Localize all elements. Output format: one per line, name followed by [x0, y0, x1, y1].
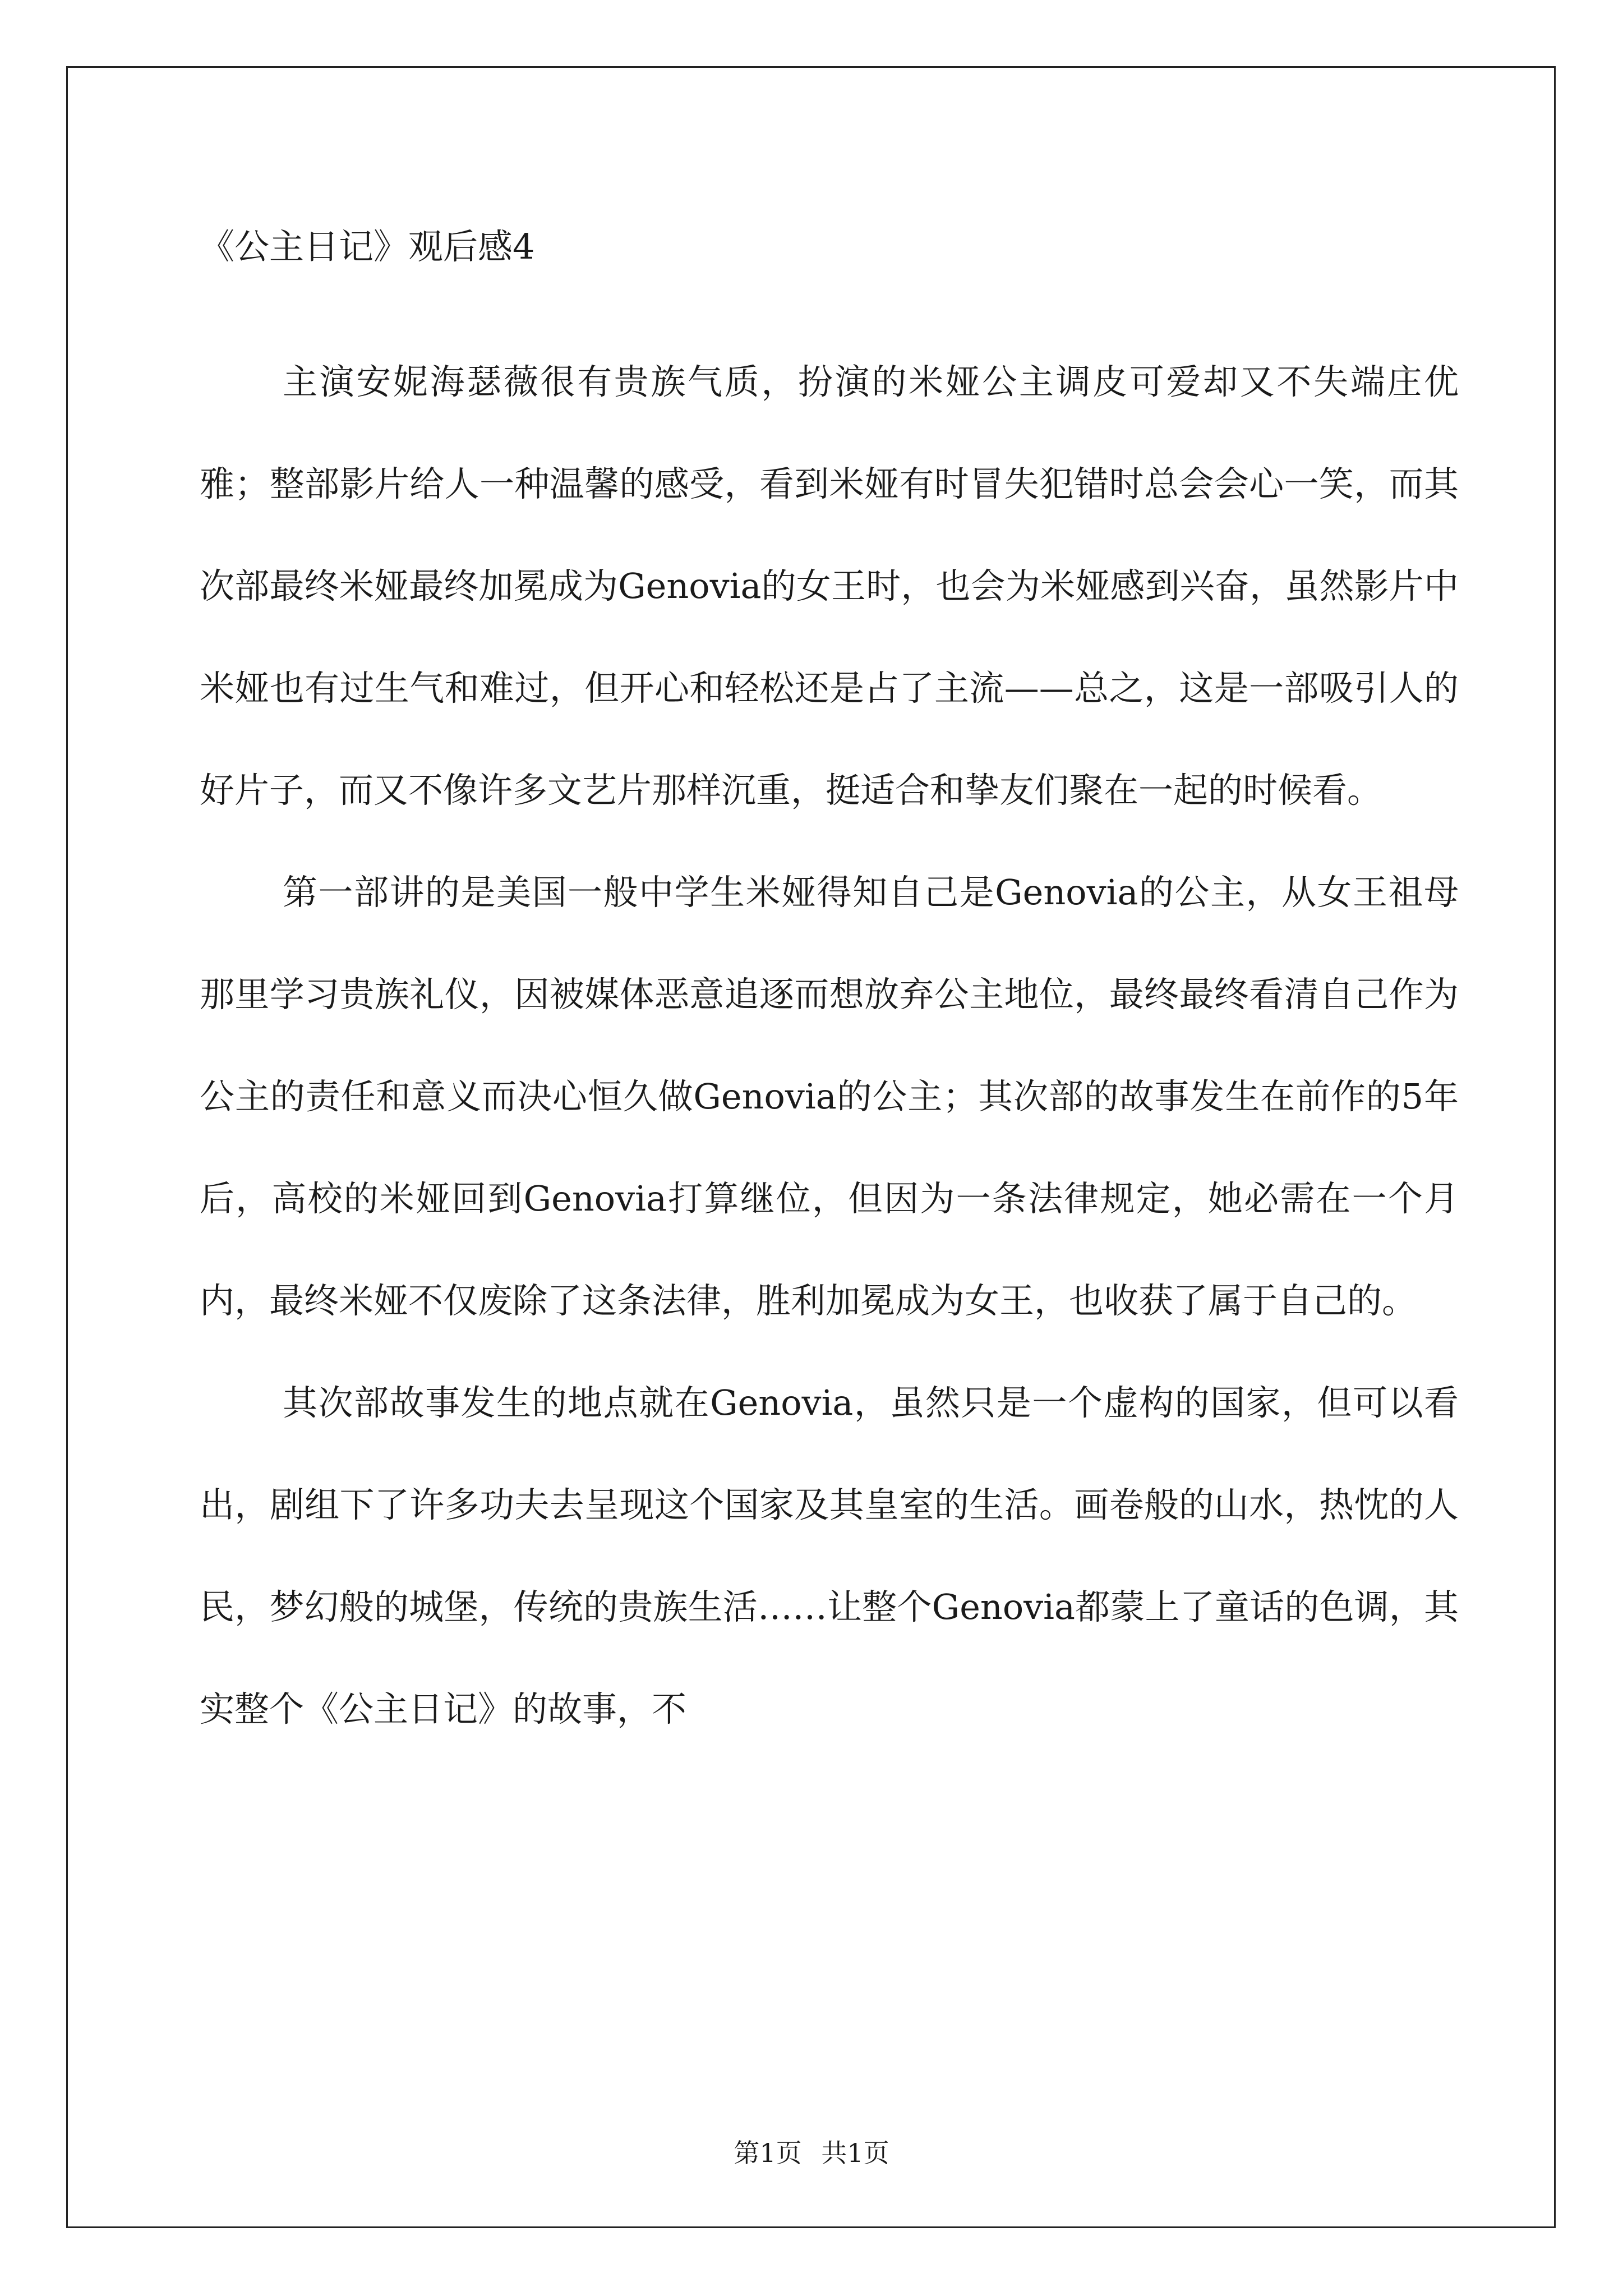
page-number-total: 共1页 [821, 2138, 889, 2168]
paragraph-2: 第一部讲的是美国一般中学生米娅得知自己是Genovia的公主，从女王祖母那里学习贵族礼仪，因被媒体恶意追逐而想放弃公主地位，最终最终看清自己作为公主的责任和意义而决心恒久做Genovia的公主；其次部的故事发生在前作的5年后，高校的米娅回到Genovia打算继位，但因为一条法律规定，她必需在一个月内，最终米娅不仅废除了这条法律，胜利加冕成为女王，也收获了属于自己的。 [200, 872, 1459, 1321]
page-number-current: 第1页 [734, 2138, 802, 2168]
page-footer [0, 2136, 1623, 2170]
paragraph-1: 主演安妮海瑟薇很有贵族气质，扮演的米娅公主调皮可爱却又不失端庄优雅；整部影片给人一种温馨的感受，看到米娅有时冒失犯错时总会会心一笑，而其次部最终米娅最终加冕成为Genovia的女王时，也会为米娅感到兴奋，虽然影片中米娅也有过生气和难过，但开心和轻松还是占了主流——总之，这是一部吸引人的好片子，而又不像许多文艺片那样沉重，挺适合和挚友们聚在一起的时候看。 [200, 361, 1459, 811]
paragraph-3: 其次部故事发生的地点就在Genovia，虽然只是一个虚构的国家，但可以看出，剧组下了许多功夫去呈现这个国家及其皇室的生活。画卷般的山水，热忱的人民，梦幻般的城堡，传统的贵族生活……让整个Genovia都蒙上了童话的色调，其实整个《公主日记》的故事，不 [200, 1382, 1459, 1729]
document-title: 《公主日记》观后感4 [200, 226, 535, 267]
document-body [200, 224, 1459, 1760]
